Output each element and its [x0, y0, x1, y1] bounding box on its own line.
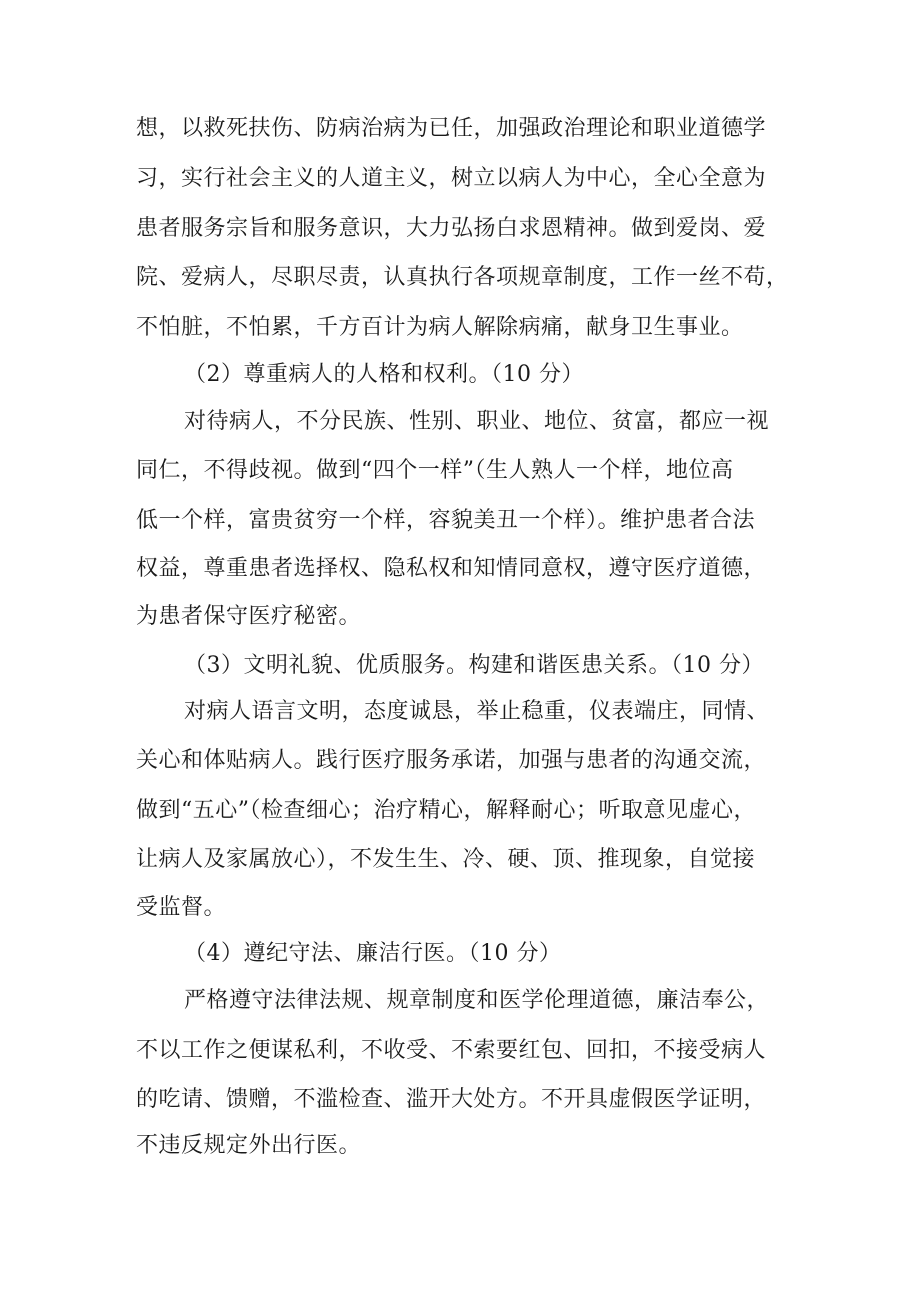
section-heading: （2）尊重病人的人格和权利。（10 分）	[184, 362, 584, 387]
body-text-line: 想，以救死扶伤、防病治病为已任，加强政治理论和职业道德学	[136, 116, 767, 141]
body-text-line: 做到“五心”（检查细心；治疗精心，解释耐心；听取意见虚心，	[136, 798, 756, 823]
body-text-line: 习，实行社会主义的人道主义，树立以病人为中心，全心全意为	[136, 166, 767, 191]
body-text-line: 权益，尊重患者选择权、隐私权和知情同意权，遵守医疗道德，	[136, 556, 767, 581]
section-heading: （3）文明礼貌、优质服务。构建和谐医患关系。（10 分）	[184, 653, 764, 678]
section-heading: （4）遵纪守法、廉洁行医。（10 分）	[184, 941, 562, 966]
body-text-line: 严格遵守法律法规、规章制度和医学伦理道德，廉洁奉公，	[184, 988, 770, 1013]
body-text-line: 为患者保守医疗秘密。	[136, 604, 362, 629]
body-text-line: 让病人及家属放心），不发生生、冷、硬、顶、推现象，自觉接	[136, 847, 756, 872]
body-text-line: 对病人语言文明，态度诚恳，举止稳重，仪表端庄，同情、	[184, 699, 770, 724]
body-text-line: 受监督。	[136, 895, 227, 920]
body-text-line: 患者服务宗旨和服务意识，大力弘扬白求恩精神。做到爱岗、爱	[136, 216, 767, 241]
body-text-line: 不违反规定外出行医。	[136, 1133, 362, 1158]
body-text-line: 同仁，不得歧视。做到“四个一样”（生人熟人一个样，地位高	[136, 458, 734, 483]
body-text-line: 低一个样，富贵贫穷一个样，容貌美丑一个样）。维护患者合法	[136, 508, 756, 533]
body-text-line: 不怕脏，不怕累，千方百计为病人解除病痛，献身卫生事业。	[136, 315, 744, 340]
body-text-line: 的吃请、馈赠，不滥检查、滥开大处方。不开具虚假医学证明，	[136, 1087, 767, 1112]
body-text-line: 关心和体贴病人。践行医疗服务承诺，加强与患者的沟通交流，	[136, 748, 767, 773]
body-text-line: 院、爱病人，尽职尽责，认真执行各项规章制度，工作一丝不苟，	[136, 265, 789, 290]
body-text-line: 对待病人，不分民族、性别、职业、地位、贫富，都应一视	[184, 409, 770, 434]
body-text-line: 不以工作之便谋私利，不收受、不索要红包、回扣，不接受病人	[136, 1038, 767, 1063]
